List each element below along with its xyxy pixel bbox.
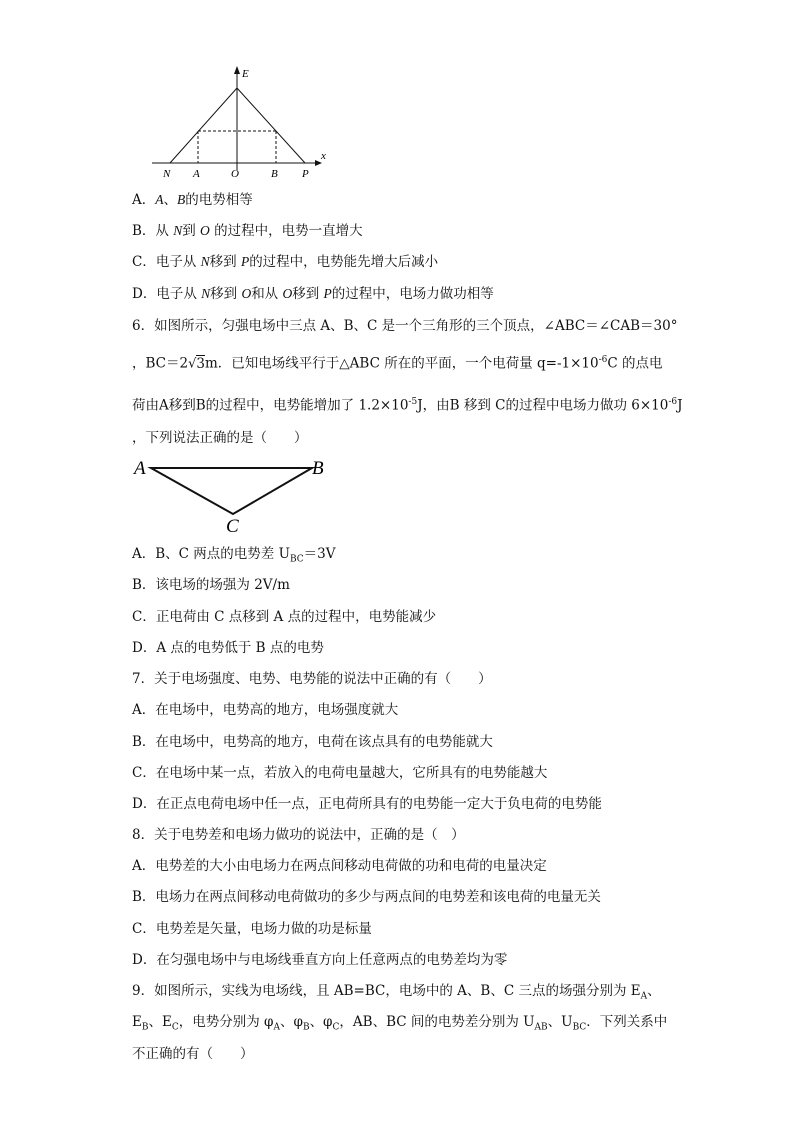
triangle-figure [0, 452, 794, 542]
y-axis-arrow [234, 66, 240, 74]
q6-option-d: D．A 点的电势低于 B 点的电势 [132, 640, 324, 656]
q5-option-b: B．从 N到 O 的过程中，电势一直增大 [132, 223, 363, 239]
q7-stem: 7．关于电场强度、电势、电势能的说法中正确的有（ ） [132, 671, 492, 687]
q8-option-a: A．电势差的大小由电场力在两点间移动电荷做的功和电荷的电量决定 [132, 858, 547, 874]
q7-option-d: D．在正点电荷电场中任一点，正电荷所具有的电势能一定大于负电荷的电势能 [132, 796, 602, 812]
label-e: E [242, 68, 249, 80]
q7-option-c: C．在电场中某一点，若放入的电荷电量越大，它所具有的电势能越大 [132, 765, 548, 781]
q7-option-b: B．在电场中，电势高的地方，电荷在该点具有的电势能就大 [132, 734, 493, 750]
label-n: N [163, 168, 171, 180]
q6-stem-line4: ，下列说法正确的是（ ） [132, 430, 308, 446]
q6-option-a: A．B、C 两点的电势差 $U_{BC}=3V$ [132, 546, 336, 565]
q5-option-c: C．电子从 N移到 P的过程中，电势能先增大后减小 [132, 254, 439, 270]
e-x-graph [0, 0, 794, 190]
q9-stem-line2: $E_B$、$E_C$，电势分别为 $\varphi_A$、$\varphi_B$、$\varphi_C$，AB、BC 间的电势差分别为 $U_{AB}$、$U_{BC}$．下列关系中 [132, 1014, 668, 1033]
triangle-abc [151, 468, 312, 514]
q7-option-a: A．在电场中，电势高的地方，电场强度就大 [132, 702, 399, 718]
q8-stem: 8．关于电势差和电场力做功的说法中，正确的是（ ） [132, 827, 465, 843]
q9-stem-line3: 不正确的有（ ） [132, 1046, 254, 1062]
q5-option-a: A．A、B的电势相等 [132, 192, 253, 208]
label-p: P [302, 168, 309, 180]
label-a: A [193, 168, 200, 180]
q5-option-d: D．电子从 N移到 O和从 O移到 P的过程中，电场力做功相等 [132, 286, 494, 302]
vertex-c: C [226, 516, 239, 537]
label-b: B [271, 168, 278, 180]
label-o: O [231, 168, 239, 180]
vertex-b: B [312, 458, 324, 479]
q8-option-c: C．电势差是矢量，电场力做的功是标量 [132, 921, 372, 937]
q6-option-c: C．正电荷由 C 点移到 A 点的过程中，电势能减少 [132, 609, 437, 625]
label-x: x [321, 150, 326, 162]
q6-option-b: B．该电场的场强为 2V/m [132, 577, 290, 593]
vertex-a: A [134, 458, 146, 479]
q6-stem-line2: ，BC＝2√3m．已知电场线平行于△ABC 所在的平面，一个电荷量 $q=-1\times 10^{-6}C$ 的点电 [132, 355, 663, 372]
q6-stem-line3: 荷由A移到B的过程中，电势能增加了 $1.2\times 10^{-5}J$，由B 移到 C的过程中电场力做功 $6\times 10^{-6}J$ [132, 397, 683, 414]
q9-stem-line1: 9．如图所示，实线为电场线，且 AB=BC，电场中的 A、B、C 三点的场强分别为 $E_A$、 [132, 983, 661, 1002]
q6-stem-line1: 6．如图所示，匀强电场中三点 A、B、C 是一个三角形的三个顶点，∠ABC＝∠CAB＝30° [132, 318, 678, 334]
sqrt-symbol: √ [188, 356, 197, 372]
q8-option-b: B．电场力在两点间移动电荷做功的多少与两点间的电势差和该电荷的电量无关 [132, 889, 601, 905]
q8-option-d: D．在匀强电场中与电场线垂直方向上任意两点的电势差均为零 [132, 952, 508, 968]
